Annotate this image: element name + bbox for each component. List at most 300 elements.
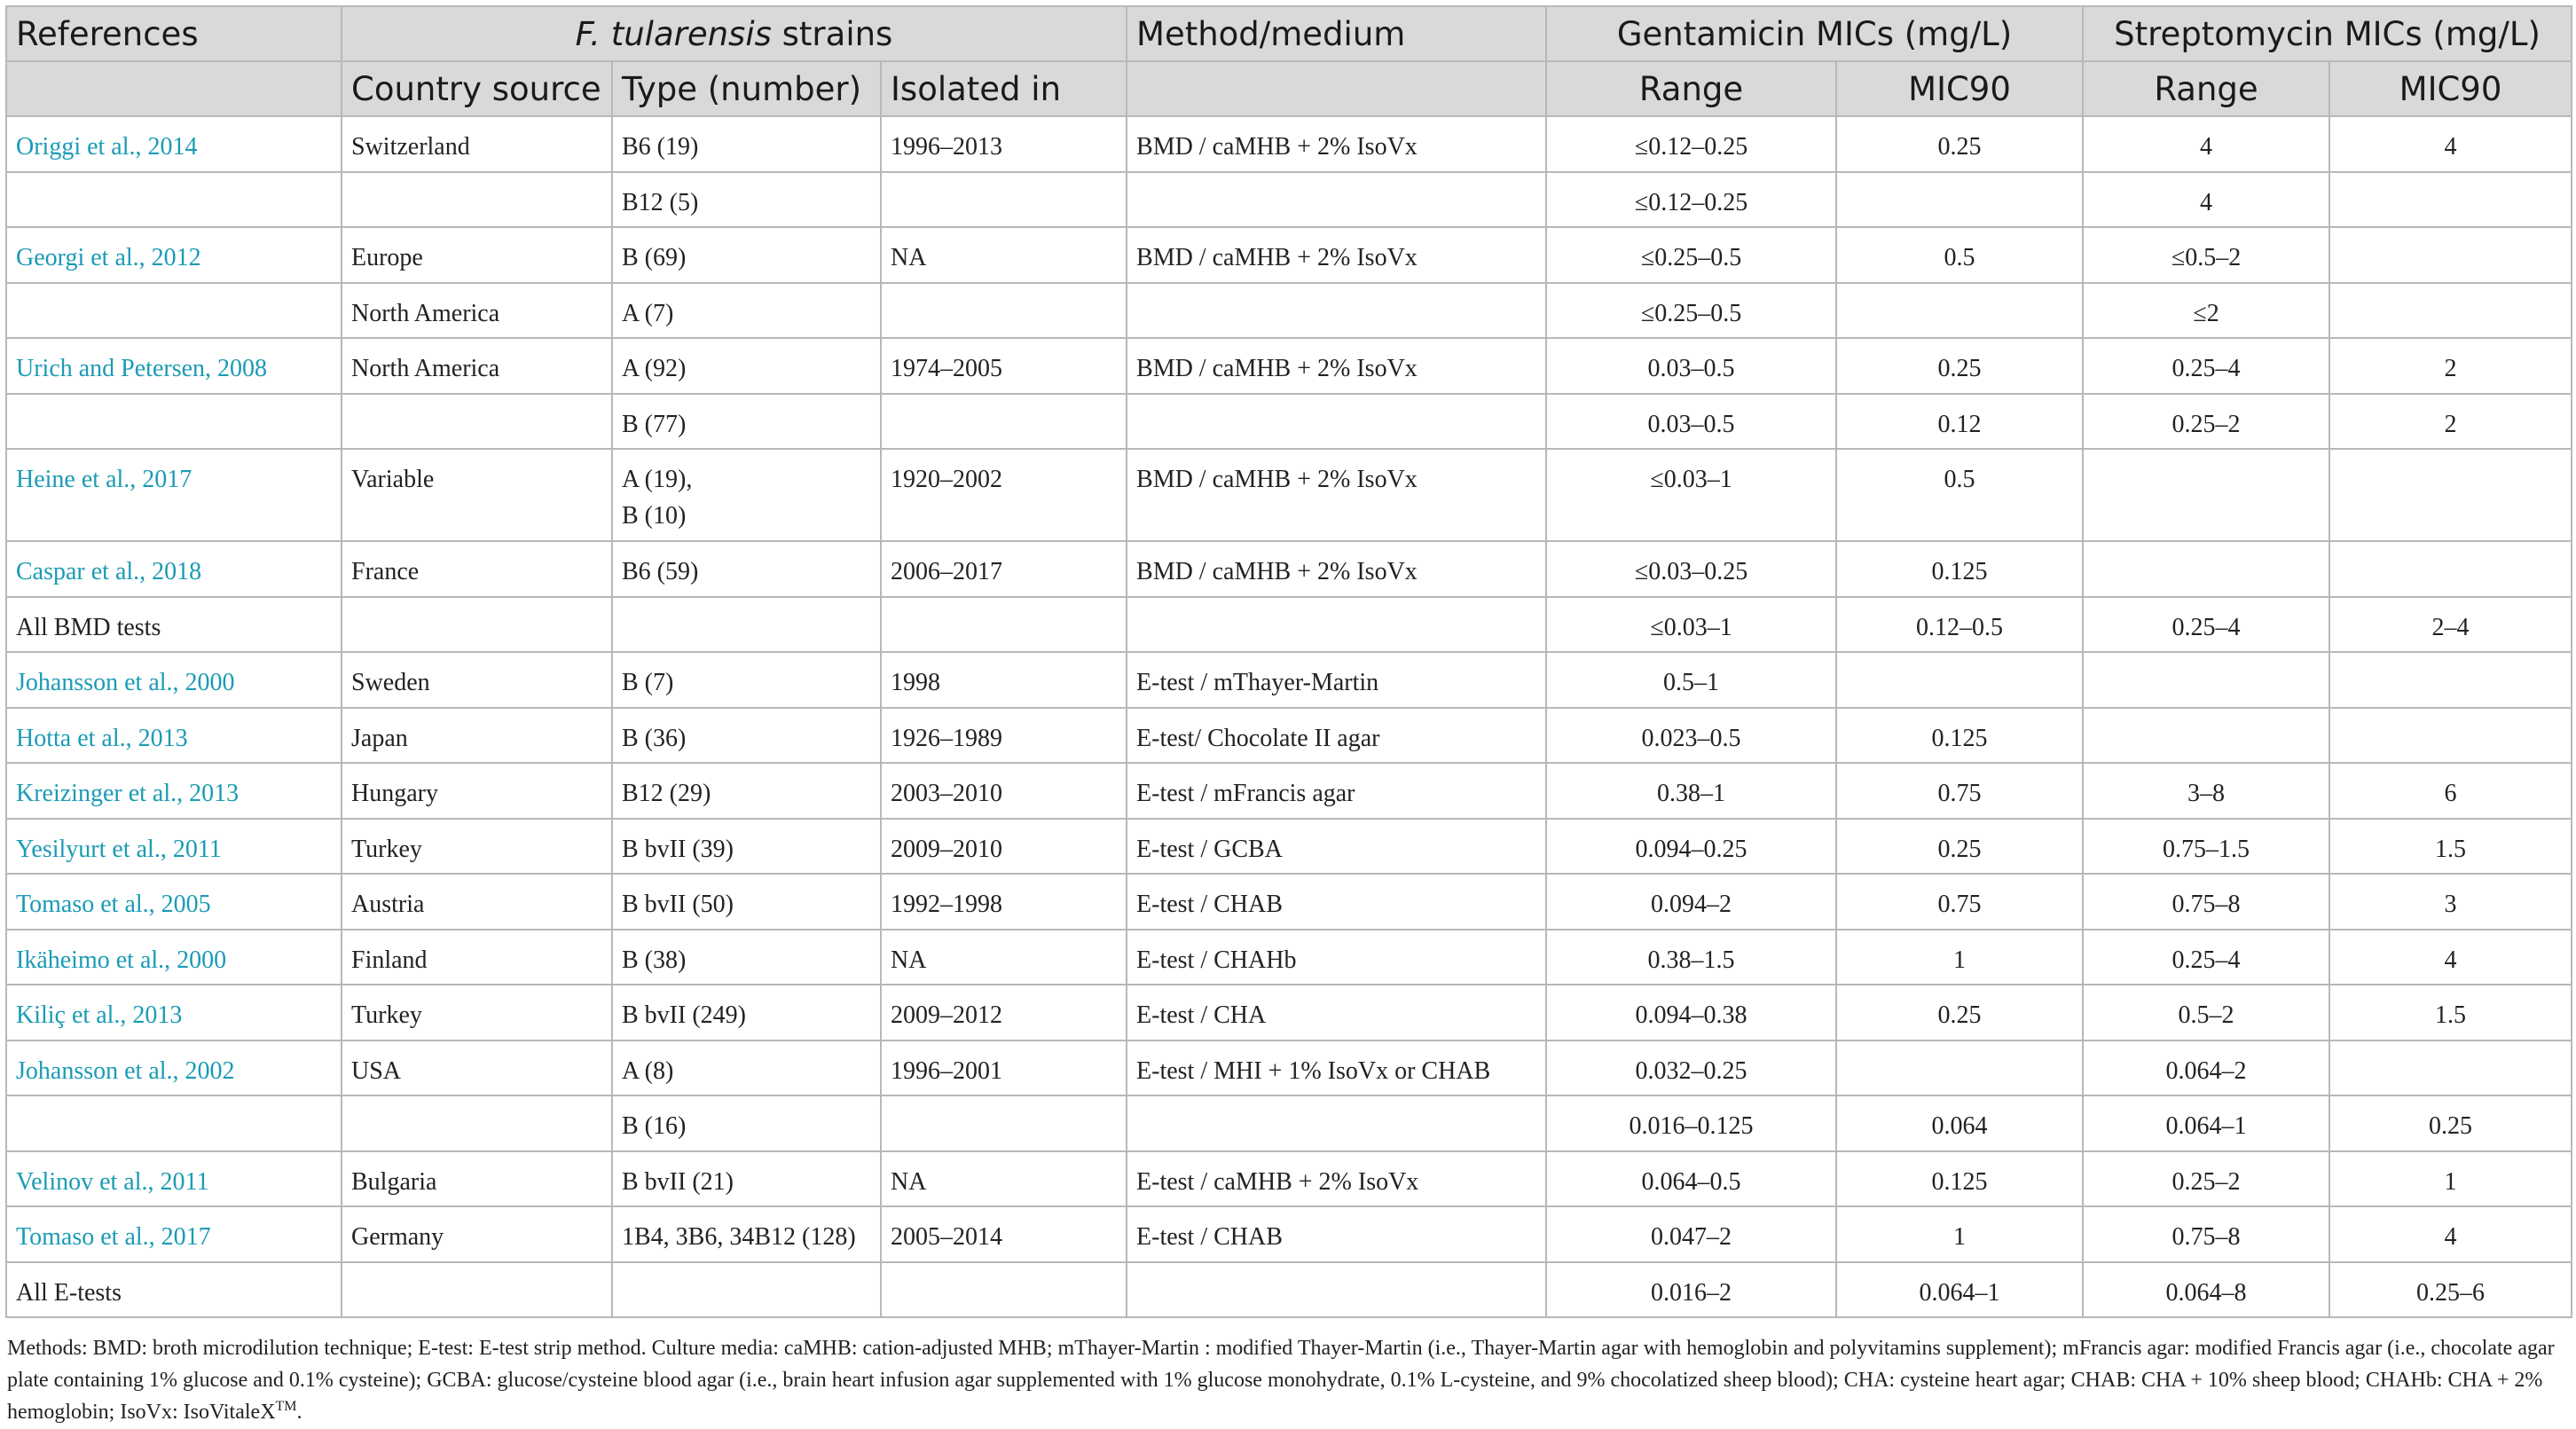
cell-reference [6,763,342,819]
cell-isolated [881,394,1127,450]
cell-reference [6,283,342,339]
cell-country [342,1095,612,1151]
reference-link[interactable] [16,946,226,974]
reference-authors: Tomaso et al., [16,891,161,918]
cell-type [612,338,881,394]
reference-link[interactable] [16,725,188,752]
cell-gen-mic90: 0.75 [1836,763,2083,819]
cell-country: Variable [342,449,612,541]
cell-reference [6,708,342,764]
cell-method [1127,1095,1546,1151]
cell-gen-range: 0.38–1 [1546,763,1836,819]
cell-gen-mic90 [1836,1040,2083,1096]
header-streptomycin: Streptomycin MICs (mg/L) [2083,6,2572,61]
cell-method [1127,1262,1546,1318]
cell-method: E-test / GCBA [1127,819,1546,875]
cell-str-range: 4 [2083,172,2329,228]
cell-str-range: 4 [2083,116,2329,172]
cell-str-range: ≤2 [2083,283,2329,339]
cell-reference [6,1040,342,1096]
reference-year: 2011 [172,835,222,863]
cell-str-mic90 [2329,541,2572,597]
cell-gen-range: 0.047–2 [1546,1206,1836,1262]
header-str-range: Range [2083,61,2329,116]
cell-isolated [881,597,1127,653]
header-strains-suffix: strains [771,14,893,53]
cell-isolated: 2009–2012 [881,985,1127,1040]
cell-gen-mic90: 0.064 [1836,1095,2083,1151]
cell-str-range: 0.25–4 [2083,338,2329,394]
header-references: References [6,6,342,61]
cell-method: BMD / caMHB + 2% IsoVx [1127,116,1546,172]
cell-isolated [881,172,1127,228]
cell-type [612,874,881,930]
cell-isolated: 2005–2014 [881,1206,1127,1262]
reference-authors: Urich and Petersen, [16,355,218,382]
cell-country: Turkey [342,819,612,875]
cell-str-mic90: 4 [2329,1206,2572,1262]
header-strains-species: F. tularensis [575,14,772,53]
table-row [6,1262,2572,1318]
cell-str-range: ≤0.5–2 [2083,227,2329,283]
table-footnote [5,1332,2571,1428]
cell-str-mic90: 4 [2329,930,2572,985]
type-line: B (69) [622,244,687,271]
table-row [6,874,2572,930]
reference-link[interactable] [16,891,211,918]
reference-link[interactable] [16,1001,182,1029]
cell-isolated [881,1262,1127,1318]
cell-country [342,172,612,228]
cell-country: France [342,541,612,597]
cell-gen-mic90: 1 [1836,1206,2083,1262]
cell-gen-range: 0.38–1.5 [1546,930,1836,985]
cell-isolated: NA [881,1151,1127,1207]
cell-str-mic90: 2 [2329,338,2572,394]
cell-gen-range: ≤0.03–1 [1546,597,1836,653]
cell-str-mic90 [2329,283,2572,339]
cell-isolated [881,283,1127,339]
cell-country: North America [342,338,612,394]
header-gen-mic90: MIC90 [1836,61,2083,116]
cell-gen-range: ≤0.12–0.25 [1546,172,1836,228]
cell-isolated: 1974–2005 [881,338,1127,394]
header-isolated: Isolated in [881,61,1127,116]
cell-reference [6,449,342,541]
cell-type [612,985,881,1040]
type-line: 1B4, 3B6, 34B12 (128) [622,1223,856,1251]
cell-isolated: 1992–1998 [881,874,1127,930]
reference-year: 2000 [185,669,235,696]
cell-reference [6,930,342,985]
reference-year: 2017 [161,1223,211,1251]
cell-gen-range: 0.03–0.5 [1546,338,1836,394]
cell-gen-range: ≤0.25–0.5 [1546,283,1836,339]
reference-authors: Johansson et al., [16,1056,185,1085]
cell-method: E-test / CHAB [1127,1206,1546,1262]
cell-reference [6,227,342,283]
reference-authors: Kiliç et al., [16,1001,133,1029]
cell-str-mic90: 3 [2329,874,2572,930]
cell-gen-range: 0.016–0.125 [1546,1095,1836,1151]
type-line: B (77) [622,410,687,438]
type-line: B (16) [622,1112,687,1140]
cell-country: Japan [342,708,612,764]
reference-year: 2013 [189,780,240,807]
cell-str-range: 0.25–4 [2083,930,2329,985]
cell-gen-mic90: 0.25 [1836,338,2083,394]
table-row [6,708,2572,764]
cell-reference [6,1262,342,1318]
cell-isolated: 1996–2013 [881,116,1127,172]
cell-reference [6,819,342,875]
cell-method: E-test / CHAHb [1127,930,1546,985]
table-row [6,1095,2572,1151]
table-row [6,597,2572,653]
cell-method: E-test / mFrancis agar [1127,763,1546,819]
cell-method: E-test / caMHB + 2% IsoVx [1127,1151,1546,1207]
reference-authors: Hotta et al., [16,724,138,752]
reference-link[interactable] [16,466,192,493]
mic-table [5,5,2572,1318]
reference-authors: Kreizinger et al., [16,780,190,807]
cell-method: BMD / caMHB + 2% IsoVx [1127,541,1546,597]
cell-type [612,819,881,875]
cell-type [612,541,881,597]
table-row [6,819,2572,875]
cell-str-mic90: 1.5 [2329,985,2572,1040]
reference-year: 2018 [152,558,202,585]
cell-str-mic90 [2329,1040,2572,1096]
cell-gen-range: 0.5–1 [1546,652,1836,708]
header-blank [6,61,342,116]
cell-isolated: NA [881,930,1127,985]
header-method: Method/medium [1127,6,1546,61]
cell-str-range: 0.25–2 [2083,1151,2329,1207]
reference-authors: Heine et al., [16,466,143,493]
cell-type [612,1151,881,1207]
table-row [6,227,2572,283]
table-row [6,449,2572,541]
reference-authors: Origgi et al., [16,133,148,161]
reference-year: 2005 [161,891,211,918]
cell-gen-mic90 [1836,172,2083,228]
cell-gen-range: ≤0.12–0.25 [1546,116,1836,172]
cell-str-range: 0.75–8 [2083,1206,2329,1262]
cell-method: E-test / CHA [1127,985,1546,1040]
cell-str-mic90: 4 [2329,116,2572,172]
cell-isolated: 1926–1989 [881,708,1127,764]
table-row [6,652,2572,708]
reference-year: 2013 [132,1001,183,1029]
cell-isolated: 1920–2002 [881,449,1127,541]
cell-str-range: 0.064–8 [2083,1262,2329,1318]
cell-str-mic90 [2329,227,2572,283]
cell-method: E-test / mThayer-Martin [1127,652,1546,708]
cell-gen-mic90: 0.5 [1836,449,2083,541]
cell-gen-range: ≤0.03–1 [1546,449,1836,541]
footnote-end: . [296,1401,302,1424]
type-line: A (92) [622,355,687,382]
cell-method: E-test / MHI + 1% IsoVx or CHAB [1127,1040,1546,1096]
reference-authors: Johansson et al., [16,669,185,696]
cell-reference [6,541,342,597]
reference-link[interactable] [16,355,267,382]
type-line: B (38) [622,946,687,974]
cell-gen-mic90 [1836,283,2083,339]
cell-isolated [881,1095,1127,1151]
cell-isolated: 1996–2001 [881,1040,1127,1096]
cell-gen-range: 0.023–0.5 [1546,708,1836,764]
type-line: B (10) [622,501,687,530]
reference-authors: Ikäheimo et al., [16,946,177,974]
cell-reference [6,1151,342,1207]
cell-type [612,930,881,985]
table-body [6,116,2572,1317]
cell-str-mic90: 0.25–6 [2329,1262,2572,1318]
cell-type [612,394,881,450]
cell-country: Germany [342,1206,612,1262]
cell-country: Finland [342,930,612,985]
cell-isolated: NA [881,227,1127,283]
cell-type [612,1206,881,1262]
cell-type [612,283,881,339]
cell-str-range: 0.75–8 [2083,874,2329,930]
type-line: B bvII (39) [622,835,734,863]
cell-method: BMD / caMHB + 2% IsoVx [1127,338,1546,394]
cell-gen-mic90: 0.12 [1836,394,2083,450]
type-line: A (19), [622,466,693,493]
cell-str-range: 0.064–2 [2083,1040,2329,1096]
cell-gen-range: ≤0.25–0.5 [1546,227,1836,283]
reference-year: 2011 [160,1167,209,1196]
cell-country [342,394,612,450]
cell-str-mic90 [2329,708,2572,764]
reference-year: 2012 [151,244,201,271]
cell-type [612,227,881,283]
cell-type [612,1040,881,1096]
table-row [6,1151,2572,1207]
table-row [6,1040,2572,1096]
cell-country: Austria [342,874,612,930]
header-str-mic90: MIC90 [2329,61,2572,116]
cell-str-mic90 [2329,172,2572,228]
cell-gen-mic90: 0.12–0.5 [1836,597,2083,653]
cell-country: Hungary [342,763,612,819]
table-row [6,1206,2572,1262]
cell-str-range: 0.25–2 [2083,394,2329,450]
cell-method: BMD / caMHB + 2% IsoVx [1127,449,1546,541]
cell-gen-mic90: 1 [1836,930,2083,985]
cell-str-range: 0.064–1 [2083,1095,2329,1151]
reference-link[interactable] [16,780,239,807]
cell-reference [6,172,342,228]
cell-gen-range: 0.094–0.25 [1546,819,1836,875]
cell-country: Europe [342,227,612,283]
cell-gen-mic90: 0.25 [1836,819,2083,875]
cell-method [1127,597,1546,653]
cell-isolated: 2009–2010 [881,819,1127,875]
header-gentamicin: Gentamicin MICs (mg/L) [1546,6,2083,61]
reference-authors: Tomaso et al., [16,1223,161,1251]
cell-str-range: 0.5–2 [2083,985,2329,1040]
cell-type [612,449,881,541]
cell-type [612,172,881,228]
cell-country: USA [342,1040,612,1096]
reference-link[interactable] [16,1223,211,1251]
type-line: A (8) [622,1056,674,1085]
reference-link[interactable] [16,558,201,585]
cell-gen-mic90: 0.5 [1836,227,2083,283]
reference-authors: Caspar et al., [16,558,153,585]
cell-method: E-test / CHAB [1127,874,1546,930]
cell-method [1127,172,1546,228]
table-row [6,172,2572,228]
reference-authors: Velinov et al., [16,1167,161,1196]
cell-gen-range: 0.032–0.25 [1546,1040,1836,1096]
cell-type [612,116,881,172]
cell-str-range [2083,652,2329,708]
cell-method [1127,283,1546,339]
cell-str-range [2083,449,2329,541]
cell-str-mic90: 2–4 [2329,597,2572,653]
table-row [6,763,2572,819]
reference-link[interactable] [16,1168,209,1196]
cell-gen-mic90: 0.125 [1836,541,2083,597]
header-method-blank [1127,61,1546,116]
header-type: Type (number) [612,61,881,116]
table-header [6,6,2572,116]
reference-year: 2000 [177,946,227,974]
cell-gen-range: ≤0.03–0.25 [1546,541,1836,597]
type-line: B bvII (249) [622,1001,746,1029]
cell-str-range: 0.75–1.5 [2083,819,2329,875]
type-line: B (36) [622,724,687,752]
cell-method: E-test/ Chocolate II agar [1127,708,1546,764]
cell-type [612,763,881,819]
cell-str-range [2083,708,2329,764]
reference-link[interactable] [16,669,235,696]
type-line: B (7) [622,669,674,696]
cell-reference [6,874,342,930]
reference-link[interactable] [16,133,198,161]
header-country: Country source [342,61,612,116]
cell-country: Bulgaria [342,1151,612,1207]
reference-year: 2017 [142,466,192,493]
cell-gen-range: 0.094–0.38 [1546,985,1836,1040]
reference-authors: Georgi et al., [16,244,152,271]
table-row [6,283,2572,339]
cell-reference [6,394,342,450]
cell-country [342,1262,612,1318]
cell-gen-mic90: 0.064–1 [1836,1262,2083,1318]
type-line: B12 (5) [622,188,699,216]
cell-str-mic90: 2 [2329,394,2572,450]
cell-type [612,1262,881,1318]
reference-summary: All E-tests [16,1278,122,1307]
cell-type [612,652,881,708]
reference-authors: Yesilyurt et al., [16,835,173,863]
cell-gen-mic90: 0.25 [1836,116,2083,172]
cell-type [612,1095,881,1151]
cell-gen-mic90: 0.125 [1836,1151,2083,1207]
cell-gen-mic90: 0.125 [1836,708,2083,764]
cell-str-mic90: 6 [2329,763,2572,819]
reference-link[interactable] [16,836,222,863]
cell-reference [6,652,342,708]
cell-country: Turkey [342,985,612,1040]
cell-country: Sweden [342,652,612,708]
cell-gen-range: 0.094–2 [1546,874,1836,930]
reference-link[interactable] [16,1057,235,1085]
cell-gen-range: 0.016–2 [1546,1262,1836,1318]
cell-isolated: 1998 [881,652,1127,708]
cell-country: Switzerland [342,116,612,172]
table-row [6,394,2572,450]
table-row [6,116,2572,172]
cell-str-mic90 [2329,449,2572,541]
header-gen-range: Range [1546,61,1836,116]
cell-country [342,597,612,653]
cell-gen-range: 0.064–0.5 [1546,1151,1836,1207]
reference-year: 2002 [185,1056,235,1085]
cell-gen-range: 0.03–0.5 [1546,394,1836,450]
cell-str-mic90: 1 [2329,1151,2572,1207]
reference-year: 2013 [137,724,188,752]
footnote-tm: TM [275,1399,297,1414]
reference-year: 2014 [147,133,198,161]
cell-gen-mic90 [1836,652,2083,708]
cell-isolated: 2003–2010 [881,763,1127,819]
cell-country: North America [342,283,612,339]
cell-str-range [2083,541,2329,597]
type-line: B12 (29) [622,780,711,807]
cell-reference [6,1095,342,1151]
cell-type [612,597,881,653]
cell-reference [6,116,342,172]
cell-str-range: 3–8 [2083,763,2329,819]
cell-str-mic90 [2329,652,2572,708]
table-row [6,338,2572,394]
type-line: B6 (19) [622,133,699,161]
reference-year: 2008 [217,355,268,382]
type-line: B bvII (21) [622,1167,734,1196]
cell-method: BMD / caMHB + 2% IsoVx [1127,227,1546,283]
cell-reference [6,338,342,394]
type-line: A (7) [622,299,674,327]
table-row [6,985,2572,1040]
cell-str-mic90: 1.5 [2329,819,2572,875]
cell-isolated: 2006–2017 [881,541,1127,597]
table-row [6,541,2572,597]
type-line: B bvII (50) [622,891,734,918]
cell-gen-mic90: 0.75 [1836,874,2083,930]
table-container [5,5,2571,1428]
cell-method [1127,394,1546,450]
cell-reference [6,985,342,1040]
cell-str-range: 0.25–4 [2083,597,2329,653]
type-line: B6 (59) [622,558,699,585]
cell-str-mic90: 0.25 [2329,1095,2572,1151]
cell-gen-mic90: 0.25 [1836,985,2083,1040]
reference-summary: All BMD tests [16,613,161,641]
footnote-text: Methods: BMD: broth microdilution technique; E-test: E-test strip method. Culture media: caMHB: cation-adjusted MHB; mThayer-Martin : modified Thayer-Martin (i.e., Thayer-Martin agar with hemoglobin and polyvitamins supplement); mFrancis agar: modified Francis agar (i.e., chocolate agar plate containing 1% glucose and 0.1% cysteine); GCBA: glucose/cysteine blood agar (i.e., brain heart infusion agar supplemented with 1% glucose monohydrate, 0.1% L-cysteine, and 9% chocolatized sheep blood); CHA: cysteine heart agar; CHAB: CHA + 10% sheep blood; CHAHb: CHA + 2% hemoglobin; IsoVx: IsoVitaleX [7,1337,2555,1424]
cell-reference [6,597,342,653]
cell-type [612,708,881,764]
table-row [6,930,2572,985]
reference-link[interactable] [16,244,201,271]
cell-reference [6,1206,342,1262]
